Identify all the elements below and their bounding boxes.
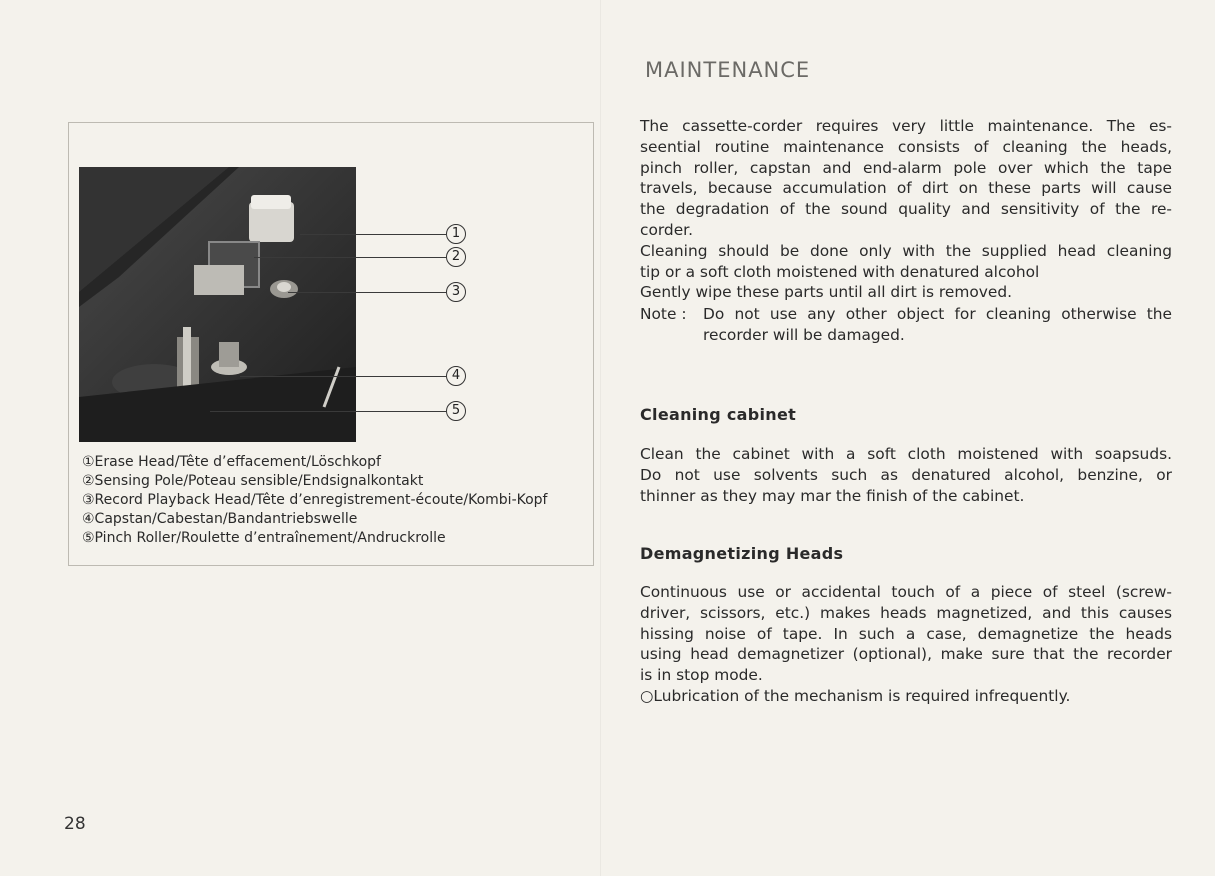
text-line: Continuous use or accidental touch of a piece of steel (screw-	[640, 583, 1172, 601]
text-line: Gently wipe these parts until all dirt is removed.	[640, 283, 1013, 302]
page-number: 28	[64, 814, 86, 834]
maintenance-intro	[640, 116, 1172, 303]
demagnetizing-text	[640, 582, 1172, 707]
text-line: Cleaning should be done only with the supplied head cleaning	[640, 241, 1172, 260]
cassette-mechanism-photo	[79, 167, 356, 442]
text-line: corder.	[640, 220, 693, 239]
text-line: tip or a soft cloth moistened with denatured alcohol	[640, 262, 1040, 281]
text-line: The cassette-corder requires very little maintenance. The es-	[640, 117, 1172, 135]
legend-item: ⑤Pinch Roller/Roulette d’entraînement/Andruckrolle	[82, 530, 446, 546]
legend-item: ②Sensing Pole/Poteau sensible/Endsignalkontakt	[82, 473, 424, 489]
text-line: thinner as they may mar the finish of the cabinet.	[640, 486, 1025, 505]
callout-2: 2	[446, 247, 466, 267]
note-text	[703, 304, 1172, 346]
text-line: Do not use any other object for cleaning otherwise the	[703, 305, 1172, 323]
text-line: seential routine maintenance consists of cleaning the heads,	[640, 137, 1172, 156]
page-gutter	[600, 0, 601, 876]
callout-line-2	[254, 257, 446, 258]
text-line: is in stop mode.	[640, 666, 763, 685]
text-line: Clean the cabinet with a soft cloth moistened with soapsuds.	[640, 445, 1172, 463]
callout-line-3	[288, 292, 446, 293]
note-label: Note :	[640, 305, 687, 323]
callout-line-4	[240, 376, 446, 377]
heading-demagnetizing: Demagnetizing Heads	[640, 544, 844, 563]
callout-line-1	[300, 234, 446, 235]
page-title: MAINTENANCE	[645, 58, 811, 82]
callout-4: 4	[446, 366, 466, 386]
text-line: ○Lubrication of the mechanism is required infrequently.	[640, 686, 1071, 705]
text-line: hissing noise of tape. In such a case, demagnetize the heads	[640, 624, 1172, 643]
text-line: Do not use solvents such as denatured alcohol, benzine, or	[640, 465, 1172, 484]
text-line: using head demagnetizer (optional), make sure that the recorder	[640, 645, 1172, 664]
legend-item: ④Capstan/Cabestan/Bandantriebswelle	[82, 511, 358, 527]
cleaning-cabinet-text	[640, 444, 1172, 506]
callout-1: 1	[446, 224, 466, 244]
legend-item: ①Erase Head/Tête d’effacement/Löschkopf	[82, 454, 381, 470]
heading-cleaning-cabinet: Cleaning cabinet	[640, 405, 797, 424]
figure-legend	[82, 453, 592, 548]
text-line: recorder will be damaged.	[703, 325, 905, 344]
callout-3: 3	[446, 282, 466, 302]
text-line: pinch roller, capstan and end-alarm pole over which the tape	[640, 158, 1172, 177]
callout-line-5	[210, 411, 446, 412]
legend-item: ③Record Playback Head/Tête d’enregistrement-écoute/Kombi-Kopf	[82, 492, 548, 508]
text-line: driver, scissors, etc.) makes heads magnetized, and this causes	[640, 603, 1172, 622]
text-line: the degradation of the sound quality and sensitivity of the re-	[640, 200, 1172, 219]
photo-illustration	[79, 167, 356, 442]
text-line: travels, because accumulation of dirt on these parts will cause	[640, 179, 1172, 198]
callout-5: 5	[446, 401, 466, 421]
